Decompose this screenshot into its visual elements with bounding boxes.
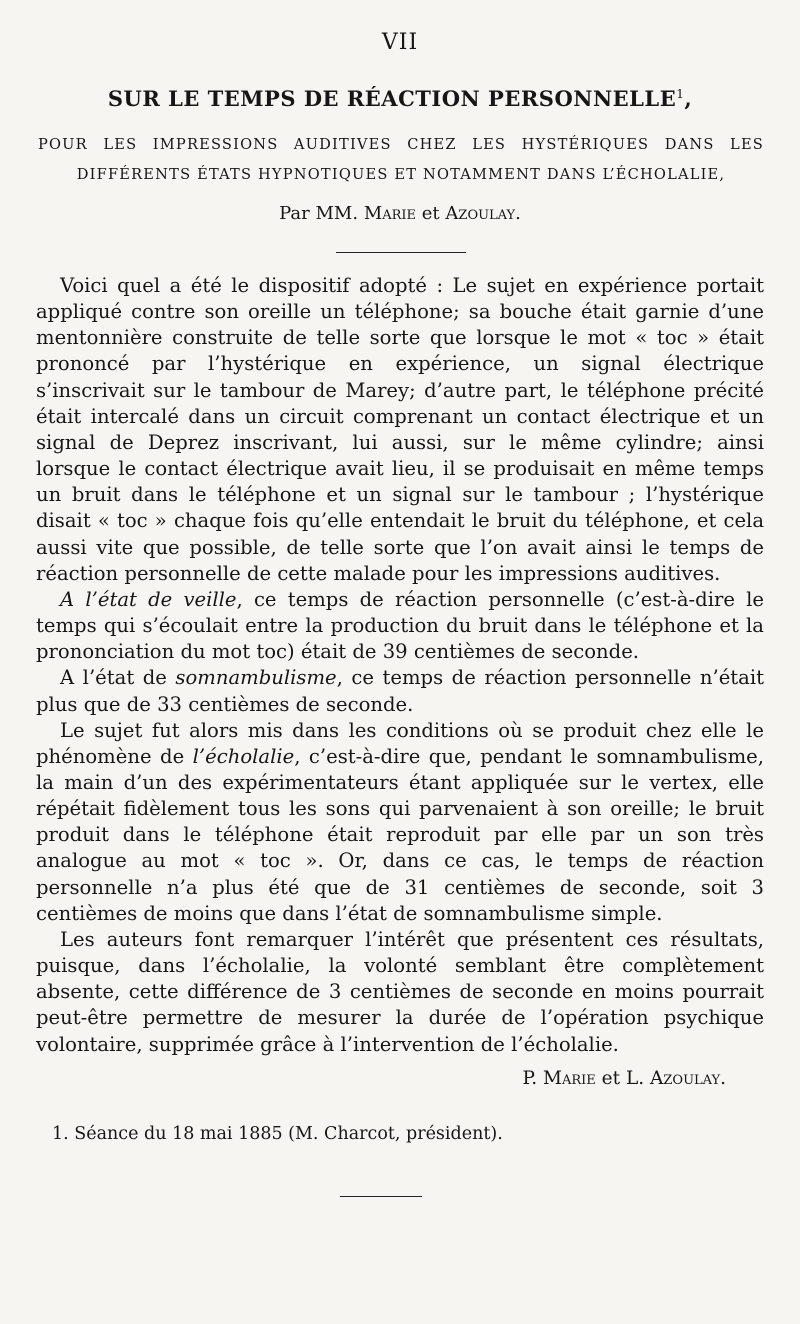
signature-name-2: Azoulay: [650, 1068, 721, 1089]
chapter-number: VII: [381, 30, 419, 55]
paragraph-3-text: , ce temps de réaction personnelle n’était plus que de 33 centièmes de seconde.: [36, 666, 764, 716]
byline-end: .: [515, 203, 521, 224]
paragraph-5: Les auteurs font remarquer l’intérêt que présentent ces résultats, puisque, dans l’écholalie, la volonté semblant être complètement absente, cette différence de 3 centièmes de seconde en moins pourrait peut-être permettre de mesurer la durée de l’opération psychique volontaire, supprimée grâce à l’intervention de l’écholalie.: [36, 927, 764, 1056]
paragraph-3-italic: somnambulisme: [175, 666, 337, 690]
paragraph-1: Voici quel a été le dispositif adopté : Le sujet en expérience portait appliqué contre son oreille un téléphone; sa bouche était garnie d’une mentonnière construite de telle sorte que lorsque le mot « toc » était prononcé par l’hystérique en expérience, un signal électrique s’inscrivait sur le tambour de Marey; d’autre part, le téléphone précité était intercalé dans un circuit comprenant un contact électrique et un signal de Deprez inscrivant, lui aussi, sur le même cylindre; ainsi lorsque le contact électrique avait lieu, il se produisait en même temps un bruit dans le téléphone et un signal sur le tambour ; l’hystérique disait « toc » chaque fois qu’elle entendait le bruit du téléphone, et cela aussi vite que possible, de telle sorte que l’on avait ainsi le temps de réaction personnelle de cette malade pour les impressions auditives.: [36, 274, 764, 585]
paragraph-3-start: A l’état de: [60, 666, 176, 690]
article-body: [36, 273, 764, 1058]
byline: [0, 203, 800, 224]
title-text: SUR LE TEMPS DE RÉACTION PERSONNELLE: [107, 86, 677, 111]
paragraph-2-italic: A l’état de veille: [60, 587, 237, 611]
paragraph-4-text: , c’est-à-dire que, pendant le somnambulisme, la main d’un des expérimentateurs étant appliquée sur le vertex, elle répétait fidèlement tous les sons qui parvenaient à son oreille; le bruit produit dans le téléphone était reproduit par elle par un son très analogue au mot « toc ». Or, dans ce cas, le temps de réaction personnelle n’a plus été que de 31 centièmes de seconde, soit 3 centièmes de moins que dans l’état de somnambulisme simple.: [36, 744, 764, 925]
signature: [523, 1068, 726, 1089]
subtitle-line-1: POUR LES IMPRESSIONS AUDITIVES CHEZ LES HYSTÉRIQUES DANS LES: [38, 136, 764, 153]
signature-name-1: Marie: [543, 1068, 596, 1089]
paragraph-4: [36, 718, 764, 927]
paragraph-4-italic: l’écholalie: [192, 744, 295, 768]
footnote: 1. Séance du 18 mai 1885 (M. Charcot, président).: [52, 1124, 503, 1144]
closing-rule: [340, 1196, 422, 1197]
title-footnote-marker: 1: [676, 87, 685, 101]
paragraph-4-start: Le sujet fut alors mis dans les conditions où se produit chez elle le phénomène de: [36, 718, 764, 768]
paragraph-2-text: , ce temps de réaction personnelle (c’est-à-dire le temps qui s’écoulait entre la production du bruit dans le téléphone et la prononciation du mot toc) était de 39 centièmes de seconde.: [36, 587, 764, 664]
article-title: [0, 86, 800, 111]
signature-end: .: [720, 1068, 726, 1089]
author-2: Azoulay: [445, 203, 516, 224]
title-trailing: ,: [684, 86, 693, 111]
byline-prefix: Par MM.: [279, 203, 359, 224]
subtitle-line-2: DIFFÉRENTS ÉTATS HYPNOTIQUES ET NOTAMMENT DANS L’ÉCHOLALIE,: [76, 166, 726, 183]
byline-joiner: et: [421, 203, 440, 224]
signature-initial-1: P.: [522, 1068, 538, 1089]
paragraph-3: [36, 665, 764, 717]
paragraph-2: [36, 587, 764, 665]
signature-initial-2: L.: [625, 1068, 645, 1089]
separator-rule: [336, 252, 466, 253]
author-1: Marie: [363, 203, 417, 224]
signature-joiner: et: [601, 1068, 621, 1089]
